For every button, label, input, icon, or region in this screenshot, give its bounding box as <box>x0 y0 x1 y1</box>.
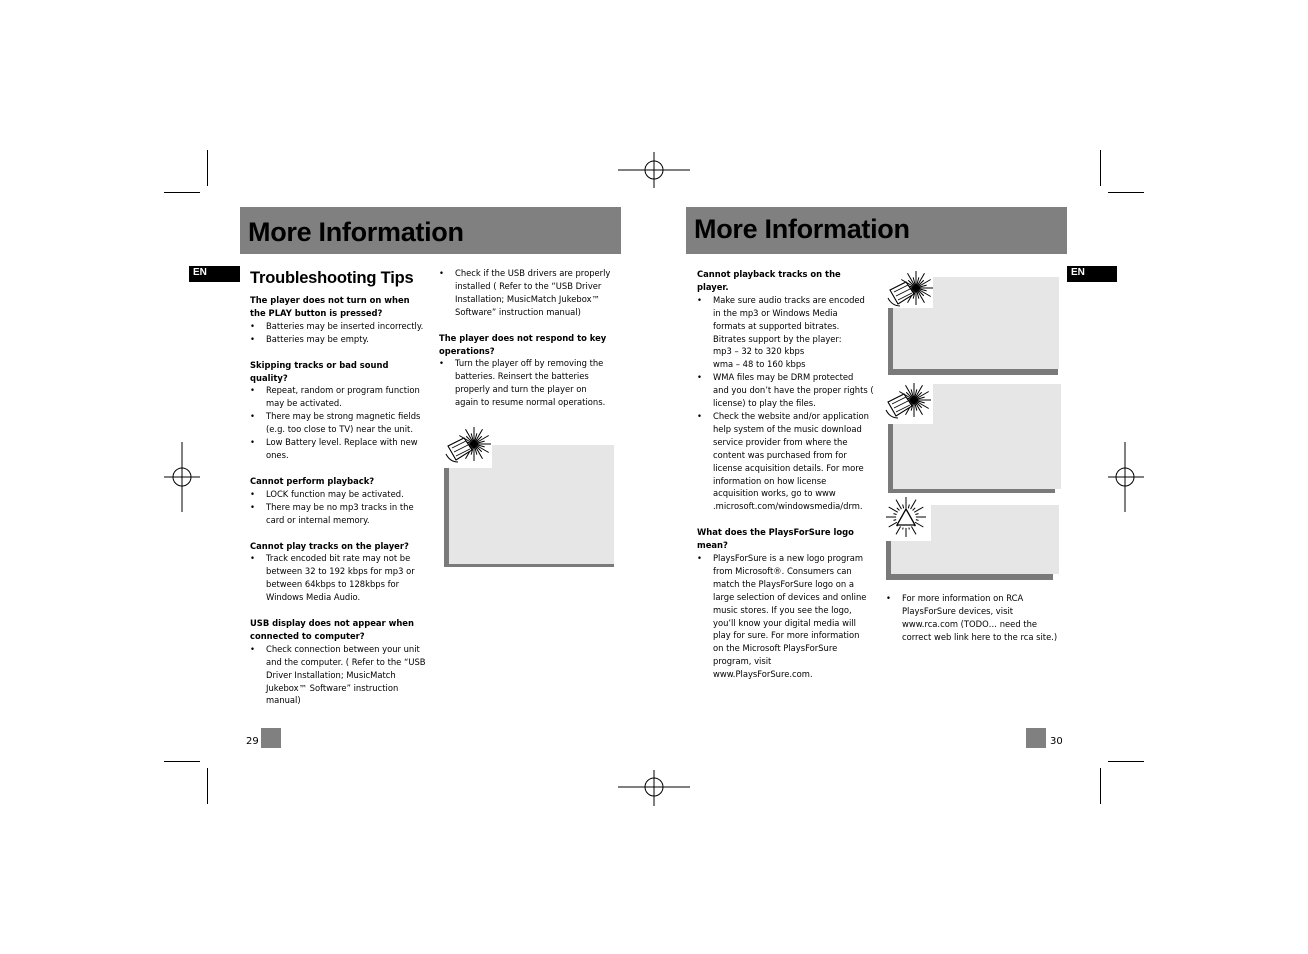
text-line: license acquisition details. For more <box>713 462 864 473</box>
text-line: properly and turn the player on <box>455 384 587 395</box>
bullet-list <box>250 643 440 708</box>
faq-section <box>250 540 440 605</box>
bullet-item <box>886 592 1066 644</box>
right-column-1 <box>697 268 877 694</box>
text-line: on the Microsoft PlaysForSure <box>713 643 838 654</box>
left-column-2 <box>439 267 619 422</box>
text-line: acquisition works, go to www <box>713 488 836 499</box>
faq-question <box>250 617 440 643</box>
text-line: Bitrates support by the player: <box>713 333 842 344</box>
left-page-marker <box>261 728 281 748</box>
registration-mark-right <box>1106 442 1146 514</box>
faq-section <box>250 294 440 346</box>
text-line: between 32 to 192 kbps for mp3 or <box>266 566 415 577</box>
text-line: The player does not turn on when <box>250 295 410 305</box>
faq-question <box>250 540 440 553</box>
faq-question <box>250 294 440 320</box>
faq-section <box>439 267 619 319</box>
right-page-title: More Information <box>694 214 910 244</box>
bullet-list <box>250 552 440 604</box>
left-language-tab: EN <box>189 266 240 282</box>
text-line: you’ll know your digital media will <box>713 617 856 628</box>
text-line: and the computer. ( Refer to the “USB <box>266 656 426 667</box>
text-line: information on how license <box>713 475 827 486</box>
note-box-right-3 <box>884 497 1060 581</box>
text-line: Driver Installation; MusicMatch <box>266 669 396 680</box>
text-line: large selection of devices and online <box>713 591 867 602</box>
text-line: www.PlaysForSure.com. <box>713 669 813 680</box>
text-line: player. <box>697 281 729 292</box>
faq-section <box>697 268 877 513</box>
text-line: and you don’t have the proper rights ( <box>713 385 874 396</box>
text-line: Software” instruction manual) <box>455 306 581 317</box>
text-line: formats at supported bitrates. <box>713 320 840 331</box>
troubleshooting-heading: Troubleshooting Tips <box>250 269 414 287</box>
warning-triangle-icon <box>884 497 930 541</box>
text-line: • Batteries may be inserted incorrectly. <box>266 320 424 331</box>
text-line: • There may be strong magnetic fields <box>266 411 421 422</box>
text-line: program, visit <box>713 656 772 667</box>
text-line: • Check if the USB drivers are properly <box>455 268 611 278</box>
registration-mark-left <box>162 442 202 514</box>
text-line: batteries. Reinsert the batteries <box>455 371 589 382</box>
text-line: www.rca.com (TODO… need the <box>902 618 1038 629</box>
text-line: .microsoft.com/windowsmedia/drm. <box>713 501 863 512</box>
left-page-banner <box>240 207 621 254</box>
bullet-item <box>250 552 440 604</box>
text-line: • There may be no mp3 tracks in the <box>266 501 414 512</box>
bullet-list <box>697 294 877 513</box>
text-line: operations? <box>439 345 495 356</box>
text-line: USB display does not appear when <box>250 618 414 629</box>
text-line: installed ( Refer to the “USB Driver <box>455 280 602 291</box>
text-line: • WMA files may be DRM protected <box>713 372 854 383</box>
bullet-item <box>250 333 440 346</box>
text-line: manual) <box>266 695 301 706</box>
text-line: play for sure. For more information <box>713 630 860 641</box>
text-line: the PLAY button is pressed? <box>250 307 383 318</box>
text-line: between 64kbps to 128kbps for <box>266 579 400 590</box>
text-line: PlaysForSure devices, visit <box>902 605 1014 616</box>
bullet-item <box>250 501 440 527</box>
note-hand-icon <box>884 268 934 308</box>
text-line: content was purchased from for <box>713 449 847 460</box>
text-line: • Turn the player off by removing the <box>455 358 604 369</box>
text-line: mp3 – 32 to 320 kbps <box>713 346 805 357</box>
left-page-number: 29 <box>246 736 259 747</box>
bullet-list <box>250 488 440 527</box>
text-line: • Check the website and/or application <box>713 410 869 421</box>
faq-section <box>250 475 440 527</box>
text-line: Cannot play tracks on the player? <box>250 540 409 551</box>
text-line: What does the PlaysForSure logo <box>697 527 854 538</box>
registration-mark-bottom <box>618 768 690 808</box>
text-line: Skipping tracks or bad sound <box>250 359 389 370</box>
bullet-item <box>250 436 440 462</box>
faq-section <box>250 617 440 707</box>
text-line: help system of the music download <box>713 423 862 434</box>
bullet-list <box>697 552 877 681</box>
note-box-left <box>440 424 616 568</box>
text-line: Cannot playback tracks on the <box>697 269 841 279</box>
text-line: Installation; MusicMatch Jukebox™ <box>455 293 600 304</box>
note-hand-icon <box>882 380 932 424</box>
faq-question <box>250 475 440 488</box>
text-line: • PlaysForSure is a new logo program <box>713 553 864 564</box>
right-page-number: 30 <box>1050 736 1063 747</box>
bullet-item <box>439 357 619 409</box>
text-line: (e.g. too close to TV) near the unit. <box>266 424 413 435</box>
text-line: • Repeat, random or program function <box>266 385 420 396</box>
faq-section <box>250 359 440 462</box>
text-line: match the PlaysForSure logo on a <box>713 578 854 589</box>
note-hand-icon <box>442 424 492 468</box>
faq-section <box>886 592 1066 644</box>
bullet-item <box>250 488 440 501</box>
text-line: • Track encoded bit rate may not be <box>266 553 411 564</box>
faq-question <box>697 268 877 294</box>
text-line: music stores. If you see the logo, <box>713 604 852 615</box>
text-line: ones. <box>266 449 289 460</box>
text-line: again to resume normal operations. <box>455 397 606 408</box>
faq-question <box>697 526 877 552</box>
registration-mark-top <box>618 150 690 190</box>
bullet-item <box>697 552 877 681</box>
faq-question <box>439 332 619 358</box>
bullet-item <box>697 294 877 371</box>
faq-section <box>697 526 877 681</box>
text-line: Cannot perform playback? <box>250 475 375 486</box>
text-line: Jukebox™ Software” instruction <box>266 682 399 693</box>
text-line: correct web link here to the rca site.) <box>902 631 1058 642</box>
text-line: may be activated. <box>266 398 342 409</box>
right-page-banner <box>686 207 1067 254</box>
bullet-item <box>250 643 440 708</box>
bullet-item <box>250 320 440 333</box>
bullet-item <box>697 371 877 410</box>
left-column-1 <box>250 268 440 720</box>
text-line: • Make sure audio tracks are encoded <box>713 294 865 305</box>
right-language-tab: EN <box>1067 266 1117 282</box>
text-line: card or internal memory. <box>266 514 370 525</box>
bullet-item <box>250 384 440 410</box>
text-line: Windows Media Audio. <box>266 592 361 603</box>
text-line: quality? <box>250 372 288 383</box>
text-line: from Microsoft®. Consumers can <box>713 565 852 576</box>
bullet-item <box>697 410 877 513</box>
text-line: service provider from where the <box>713 436 848 447</box>
text-line: The player does not respond to key <box>439 332 607 343</box>
text-line: • LOCK function may be activated. <box>266 488 404 499</box>
bullet-list <box>250 320 440 346</box>
faq-section <box>439 332 619 409</box>
bullet-item <box>250 410 440 436</box>
text-line: wma – 48 to 160 kbps <box>713 359 806 370</box>
bullet-list <box>886 592 1066 644</box>
right-page-marker <box>1026 728 1046 748</box>
note-box-right-1 <box>884 268 1062 376</box>
note-box-right-2 <box>880 380 1062 494</box>
bullet-item <box>439 267 619 319</box>
bullet-list <box>250 384 440 461</box>
bullet-list <box>439 357 619 409</box>
text-line: • Low Battery level. Replace with new <box>266 437 418 448</box>
left-page-title: More Information <box>248 217 464 247</box>
text-line: in the mp3 or Windows Media <box>713 307 838 318</box>
text-line: • For more information on RCA <box>902 593 1024 603</box>
text-line: • Check connection between your unit <box>266 643 420 654</box>
text-line: • Batteries may be empty. <box>266 333 369 344</box>
text-line: mean? <box>697 540 728 551</box>
right-column-2 <box>886 592 1066 657</box>
text-line: license) to play the files. <box>713 398 816 409</box>
bullet-list <box>439 267 619 319</box>
text-line: connected to computer? <box>250 630 365 641</box>
faq-question <box>250 359 440 385</box>
